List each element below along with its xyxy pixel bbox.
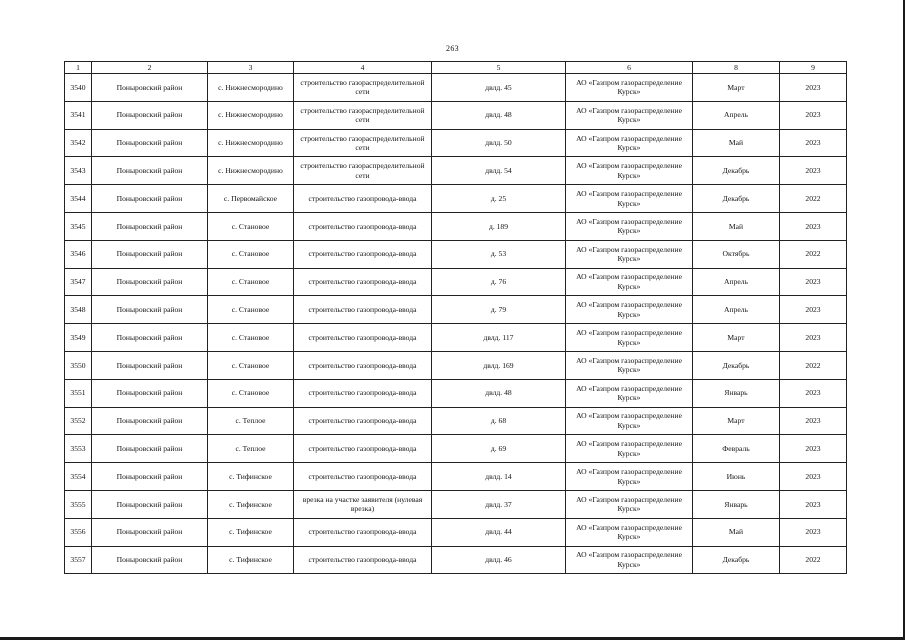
district-cell: Поныровский район: [92, 240, 208, 268]
settlement-cell: с. Становое: [208, 268, 294, 296]
address-cell: д. 79: [432, 296, 566, 324]
district-cell: Поныровский район: [92, 351, 208, 379]
table-row: [65, 185, 847, 213]
table-row: [65, 546, 847, 574]
col-header: 6: [566, 62, 693, 74]
col-header: 1: [65, 62, 92, 74]
row-number-cell: 3546: [65, 240, 92, 268]
table-row: [65, 240, 847, 268]
district-cell: Поныровский район: [92, 129, 208, 157]
settlement-cell: с. Становое: [208, 240, 294, 268]
settlement-cell: с. Нижнесмородино: [208, 74, 294, 102]
address-cell: двлд. 48: [432, 379, 566, 407]
district-cell: Поныровский район: [92, 490, 208, 518]
work-type-cell: строительство газораспределительной сети: [294, 74, 432, 102]
year-cell: 2023: [780, 379, 847, 407]
table-row: [65, 74, 847, 102]
district-cell: Поныровский район: [92, 546, 208, 574]
district-cell: Поныровский район: [92, 407, 208, 435]
district-cell: Поныровский район: [92, 379, 208, 407]
address-cell: д. 76: [432, 268, 566, 296]
address-cell: д. 69: [432, 435, 566, 463]
table-row: [65, 435, 847, 463]
address-cell: д. 68: [432, 407, 566, 435]
address-cell: двлд. 50: [432, 129, 566, 157]
row-number-cell: 3557: [65, 546, 92, 574]
row-number-cell: 3555: [65, 490, 92, 518]
work-type-cell: врезка на участке заявителя (нулевая врезка): [294, 490, 432, 518]
year-cell: 2023: [780, 74, 847, 102]
organization-cell: АО «Газпром газораспределение Курск»: [566, 518, 693, 546]
address-cell: двлд. 45: [432, 74, 566, 102]
year-cell: 2023: [780, 435, 847, 463]
month-cell: Май: [693, 212, 780, 240]
year-cell: 2022: [780, 185, 847, 213]
district-cell: Поныровский район: [92, 268, 208, 296]
settlement-cell: с. Теплое: [208, 435, 294, 463]
work-type-cell: строительство газопровода-ввода: [294, 463, 432, 491]
row-number-cell: 3543: [65, 157, 92, 185]
district-cell: Поныровский район: [92, 324, 208, 352]
table-row: [65, 407, 847, 435]
settlement-cell: с. Тифинское: [208, 546, 294, 574]
organization-cell: АО «Газпром газораспределение Курск»: [566, 240, 693, 268]
work-type-cell: строительство газопровода-ввода: [294, 518, 432, 546]
table-row: [65, 212, 847, 240]
organization-cell: АО «Газпром газораспределение Курск»: [566, 185, 693, 213]
district-cell: Поныровский район: [92, 157, 208, 185]
year-cell: 2022: [780, 546, 847, 574]
settlement-cell: с. Становое: [208, 212, 294, 240]
year-cell: 2023: [780, 518, 847, 546]
row-number-cell: 3550: [65, 351, 92, 379]
organization-cell: АО «Газпром газораспределение Курск»: [566, 379, 693, 407]
header-row: [65, 62, 847, 74]
table-row: [65, 379, 847, 407]
work-type-cell: строительство газопровода-ввода: [294, 324, 432, 352]
row-number-cell: 3554: [65, 463, 92, 491]
row-number-cell: 3553: [65, 435, 92, 463]
organization-cell: АО «Газпром газораспределение Курск»: [566, 490, 693, 518]
row-number-cell: 3544: [65, 185, 92, 213]
organization-cell: АО «Газпром газораспределение Курск»: [566, 435, 693, 463]
settlement-cell: с. Нижнесмородино: [208, 129, 294, 157]
month-cell: Март: [693, 407, 780, 435]
table-row: [65, 518, 847, 546]
table-body: [65, 74, 847, 574]
organization-cell: АО «Газпром газораспределение Курск»: [566, 351, 693, 379]
month-cell: Декабрь: [693, 351, 780, 379]
settlement-cell: с. Становое: [208, 296, 294, 324]
month-cell: Май: [693, 518, 780, 546]
row-number-cell: 3556: [65, 518, 92, 546]
organization-cell: АО «Газпром газораспределение Курск»: [566, 324, 693, 352]
month-cell: Март: [693, 74, 780, 102]
col-header: 2: [92, 62, 208, 74]
district-cell: Поныровский район: [92, 518, 208, 546]
month-cell: Декабрь: [693, 185, 780, 213]
work-type-cell: строительство газопровода-ввода: [294, 379, 432, 407]
district-cell: Поныровский район: [92, 101, 208, 129]
organization-cell: АО «Газпром газораспределение Курск»: [566, 546, 693, 574]
row-number-cell: 3552: [65, 407, 92, 435]
work-type-cell: строительство газораспределительной сети: [294, 129, 432, 157]
district-cell: Поныровский район: [92, 212, 208, 240]
month-cell: Декабрь: [693, 546, 780, 574]
table-row: [65, 490, 847, 518]
col-header: 9: [780, 62, 847, 74]
work-type-cell: строительство газораспределительной сети: [294, 101, 432, 129]
month-cell: Июнь: [693, 463, 780, 491]
organization-cell: АО «Газпром газораспределение Курск»: [566, 212, 693, 240]
month-cell: Март: [693, 324, 780, 352]
row-number-cell: 3540: [65, 74, 92, 102]
settlement-cell: с. Тифинское: [208, 490, 294, 518]
month-cell: Октябрь: [693, 240, 780, 268]
organization-cell: АО «Газпром газораспределение Курск»: [566, 129, 693, 157]
year-cell: 2023: [780, 101, 847, 129]
work-type-cell: строительство газопровода-ввода: [294, 546, 432, 574]
address-cell: двлд. 169: [432, 351, 566, 379]
organization-cell: АО «Газпром газораспределение Курск»: [566, 157, 693, 185]
col-header: 4: [294, 62, 432, 74]
work-type-cell: строительство газопровода-ввода: [294, 268, 432, 296]
address-cell: д. 189: [432, 212, 566, 240]
work-type-cell: строительство газопровода-ввода: [294, 351, 432, 379]
address-cell: двлд. 37: [432, 490, 566, 518]
table-row: [65, 129, 847, 157]
table-row: [65, 296, 847, 324]
month-cell: Январь: [693, 490, 780, 518]
col-header: 8: [693, 62, 780, 74]
settlement-cell: с. Нижнесмородино: [208, 101, 294, 129]
work-type-cell: строительство газопровода-ввода: [294, 296, 432, 324]
registry-table: [64, 61, 847, 574]
year-cell: 2023: [780, 157, 847, 185]
address-cell: двлд. 14: [432, 463, 566, 491]
organization-cell: АО «Газпром газораспределение Курск»: [566, 268, 693, 296]
district-cell: Поныровский район: [92, 463, 208, 491]
settlement-cell: с. Теплое: [208, 407, 294, 435]
col-header: 5: [432, 62, 566, 74]
table-row: [65, 463, 847, 491]
district-cell: Поныровский район: [92, 435, 208, 463]
year-cell: 2023: [780, 296, 847, 324]
address-cell: д. 53: [432, 240, 566, 268]
row-number-cell: 3549: [65, 324, 92, 352]
settlement-cell: с. Первомайское: [208, 185, 294, 213]
work-type-cell: строительство газораспределительной сети: [294, 157, 432, 185]
year-cell: 2023: [780, 490, 847, 518]
row-number-cell: 3548: [65, 296, 92, 324]
organization-cell: АО «Газпром газораспределение Курск»: [566, 296, 693, 324]
settlement-cell: с. Тифинское: [208, 518, 294, 546]
year-cell: 2022: [780, 351, 847, 379]
work-type-cell: строительство газопровода-ввода: [294, 185, 432, 213]
month-cell: Январь: [693, 379, 780, 407]
year-cell: 2023: [780, 407, 847, 435]
table-row: [65, 351, 847, 379]
page-number: 263: [446, 44, 459, 53]
address-cell: двлд. 44: [432, 518, 566, 546]
address-cell: двлд. 46: [432, 546, 566, 574]
row-number-cell: 3547: [65, 268, 92, 296]
district-cell: Поныровский район: [92, 185, 208, 213]
table-row: [65, 157, 847, 185]
address-cell: д. 25: [432, 185, 566, 213]
table-row: [65, 324, 847, 352]
row-number-cell: 3541: [65, 101, 92, 129]
col-header: 3: [208, 62, 294, 74]
work-type-cell: строительство газопровода-ввода: [294, 407, 432, 435]
month-cell: Декабрь: [693, 157, 780, 185]
year-cell: 2023: [780, 212, 847, 240]
district-cell: Поныровский район: [92, 296, 208, 324]
work-type-cell: строительство газопровода-ввода: [294, 240, 432, 268]
address-cell: двлд. 54: [432, 157, 566, 185]
organization-cell: АО «Газпром газораспределение Курск»: [566, 407, 693, 435]
month-cell: Апрель: [693, 101, 780, 129]
year-cell: 2023: [780, 324, 847, 352]
settlement-cell: с. Становое: [208, 351, 294, 379]
month-cell: Февраль: [693, 435, 780, 463]
table-row: [65, 101, 847, 129]
year-cell: 2022: [780, 240, 847, 268]
settlement-cell: с. Становое: [208, 324, 294, 352]
month-cell: Апрель: [693, 296, 780, 324]
table-row: [65, 268, 847, 296]
row-number-cell: 3545: [65, 212, 92, 240]
address-cell: двлд. 48: [432, 101, 566, 129]
settlement-cell: с. Становое: [208, 379, 294, 407]
work-type-cell: строительство газопровода-ввода: [294, 212, 432, 240]
address-cell: двлд. 117: [432, 324, 566, 352]
district-cell: Поныровский район: [92, 74, 208, 102]
month-cell: Май: [693, 129, 780, 157]
organization-cell: АО «Газпром газораспределение Курск»: [566, 74, 693, 102]
month-cell: Апрель: [693, 268, 780, 296]
year-cell: 2023: [780, 268, 847, 296]
settlement-cell: с. Тифинское: [208, 463, 294, 491]
year-cell: 2023: [780, 463, 847, 491]
organization-cell: АО «Газпром газораспределение Курск»: [566, 101, 693, 129]
organization-cell: АО «Газпром газораспределение Курск»: [566, 463, 693, 491]
work-type-cell: строительство газопровода-ввода: [294, 435, 432, 463]
year-cell: 2023: [780, 129, 847, 157]
row-number-cell: 3542: [65, 129, 92, 157]
row-number-cell: 3551: [65, 379, 92, 407]
settlement-cell: с. Нижнесмородино: [208, 157, 294, 185]
